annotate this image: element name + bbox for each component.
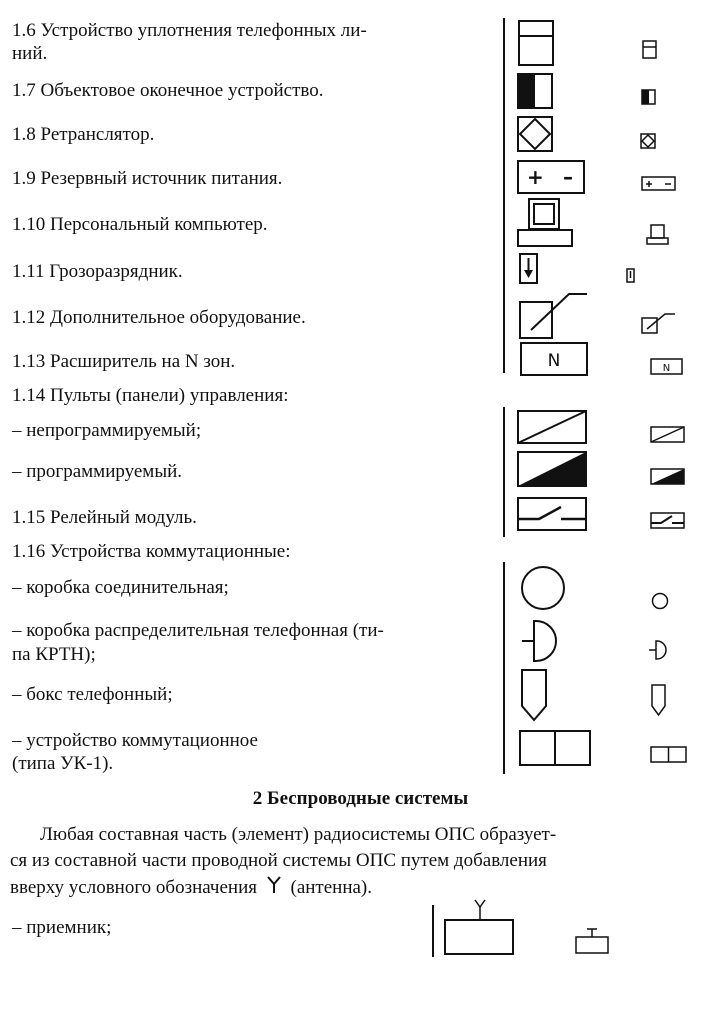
zone-expander-small-icon [650, 358, 684, 376]
antenna-icon [266, 876, 282, 894]
zone-expander-label: N [547, 351, 561, 371]
telephone-box-small-icon [651, 684, 667, 720]
lightning-arrester-small-icon [626, 268, 636, 284]
section-heading: 2 Беспроводные системы [252, 788, 469, 809]
switching-device-small-icon [650, 746, 688, 764]
additional-equipment-small-icon [641, 312, 677, 334]
personal-computer-small-icon [646, 224, 670, 246]
zone-expander-small-label: N [662, 363, 671, 374]
lightning-arrester-icon [519, 253, 539, 285]
telephone-box-icon [520, 668, 548, 722]
additional-equipment-icon [519, 292, 589, 342]
item-1-16: 1.16 Устройства коммутационные: [12, 541, 291, 562]
symbol-column-divider-1 [503, 18, 505, 373]
panel-nonprogrammable-small-icon [650, 426, 686, 444]
section-paragraph-line3-text: вверху условного обозначения [10, 877, 257, 898]
repeater-small-icon [640, 133, 656, 149]
item-telephone-box: – бокс телефонный; [12, 684, 173, 705]
item-1-14: 1.14 Пульты (панели) управления: [12, 385, 289, 406]
item-1-11: 1.11 Грозоразрядник. [12, 261, 183, 282]
panel-programmable-small-icon [650, 468, 686, 486]
compaction-device-small-icon [642, 40, 658, 60]
distribution-box-small-icon [648, 640, 668, 662]
receiver-divider [432, 905, 434, 957]
symbol-column-divider-3 [503, 562, 505, 774]
receiver-small-icon [575, 925, 611, 955]
backup-power-plus: + [527, 165, 544, 189]
item-switching-device-line1: – устройство коммутационное [12, 730, 258, 751]
panel-nonprogrammable-icon [517, 410, 587, 444]
item-1-10: 1.10 Персональный компьютер. [12, 214, 268, 235]
item-1-12: 1.12 Дополнительное оборудование. [12, 307, 306, 328]
item-1-6-line2: ний. [12, 43, 48, 64]
item-junction-box: – коробка соединительная; [12, 577, 229, 598]
panel-programmable-icon [517, 451, 587, 487]
item-1-13: 1.13 Расширитель на N зон. [12, 351, 236, 372]
distribution-box-icon [520, 619, 558, 663]
compaction-device-icon [518, 20, 554, 66]
object-terminal-small-icon [641, 89, 657, 105]
receiver-item: – приемник; [12, 917, 112, 938]
switching-device-icon [519, 730, 591, 766]
item-1-7: 1.7 Объектовое оконечное устройство. [12, 80, 324, 101]
junction-box-small-icon [651, 592, 669, 610]
item-switching-device-line2: (типа УК-1). [12, 753, 114, 774]
section-paragraph-line3 [10, 875, 372, 900]
object-terminal-icon [517, 73, 553, 109]
section-paragraph-line2: ся из составной части проводной системы ОПС путем добавления [10, 850, 547, 871]
relay-module-small-icon [650, 512, 686, 530]
item-1-8: 1.8 Ретранслятор. [12, 124, 155, 145]
item-distribution-box-line2: па КРТН); [12, 644, 96, 665]
zone-expander-icon [520, 342, 588, 376]
item-1-15: 1.15 Релейный модуль. [12, 507, 197, 528]
section-paragraph-line3-tail: (антенна). [290, 877, 373, 898]
relay-module-icon [517, 497, 587, 531]
receiver-icon [444, 898, 516, 956]
symbol-column-divider-2 [503, 407, 505, 537]
item-1-14-nonprog: – непрограммируемый; [12, 420, 202, 441]
item-1-6-line1: 1.6 Устройство уплотнения телефонных ли- [12, 20, 367, 41]
item-1-9: 1.9 Резервный источник питания. [12, 168, 283, 189]
section-paragraph-line1: Любая составная часть (элемент) радиосистемы ОПС образует- [40, 824, 557, 845]
item-distribution-box-line1: – коробка распределительная телефонная (ти- [12, 620, 384, 641]
backup-power-minus: – [563, 165, 573, 189]
junction-box-icon [520, 565, 566, 611]
backup-power-icon [517, 160, 585, 194]
item-1-14-prog: – программируемый. [12, 461, 182, 482]
personal-computer-icon [517, 198, 573, 248]
repeater-icon [517, 116, 553, 152]
backup-power-small-icon [641, 176, 677, 192]
